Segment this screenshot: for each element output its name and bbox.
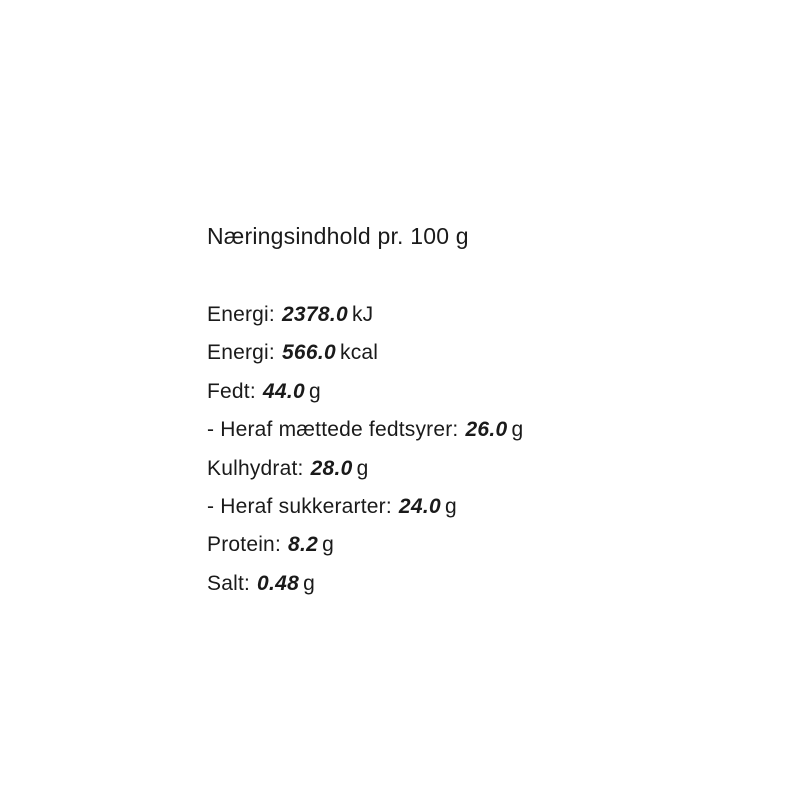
- nutrient-label: Kulhydrat:: [207, 456, 304, 480]
- nutrition-row: [207, 373, 627, 411]
- nutrient-label: Energi:: [207, 341, 275, 365]
- nutrition-row: [207, 450, 627, 488]
- nutrient-unit: g: [356, 456, 369, 480]
- nutrient-label: Fedt:: [207, 379, 256, 403]
- nutrition-row: [207, 526, 627, 564]
- nutrient-unit: g: [322, 533, 334, 557]
- nutrient-value: 28.0: [310, 456, 353, 480]
- nutrient-label: Salt:: [207, 571, 251, 595]
- nutrient-label: - Heraf mættede fedtsyrer:: [207, 418, 459, 442]
- nutrition-row: [207, 488, 627, 526]
- nutrient-value: 8.2: [287, 533, 319, 557]
- nutrient-value: 26.0: [465, 418, 508, 442]
- nutrient-unit: g: [308, 379, 321, 403]
- nutrition-title: Næringsindhold pr. 100 g: [207, 223, 469, 249]
- nutrition-row: [207, 565, 627, 603]
- nutrition-panel: [207, 221, 627, 603]
- nutrient-unit: kJ: [351, 303, 374, 326]
- nutrient-label: - Heraf sukkerarter:: [207, 495, 392, 519]
- nutrient-unit: g: [303, 571, 315, 595]
- nutrient-unit: g: [511, 418, 524, 442]
- nutrient-value: 2378.0: [281, 303, 348, 326]
- nutrient-label: Energi:: [207, 303, 275, 326]
- nutrient-value: 24.0: [398, 495, 441, 519]
- nutrition-row: [207, 296, 627, 334]
- nutrition-rows: [207, 296, 627, 603]
- nutrient-unit: kcal: [340, 341, 379, 365]
- nutrient-unit: g: [444, 495, 457, 519]
- nutrition-row: [207, 411, 627, 449]
- nutrient-label: Protein:: [207, 533, 281, 557]
- nutrient-value: 44.0: [262, 379, 305, 403]
- nutrient-value: 0.48: [257, 571, 300, 595]
- nutrient-value: 566.0: [281, 341, 337, 365]
- nutrition-row: [207, 334, 627, 372]
